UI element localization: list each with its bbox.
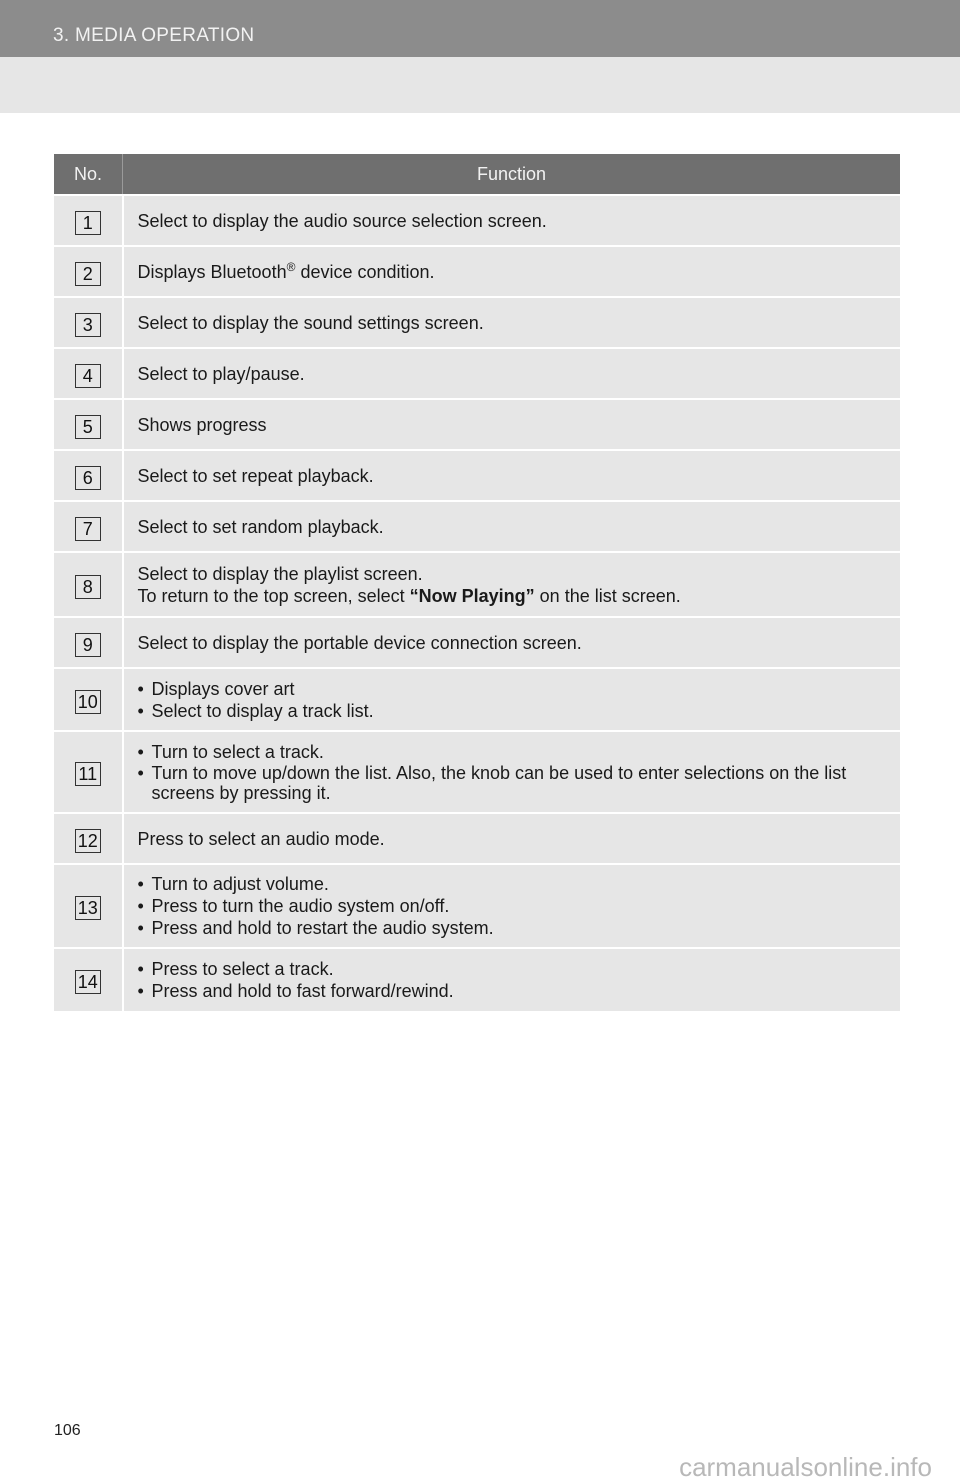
row-description: Select to set random playback. [123, 501, 901, 552]
bullet-item: • Turn to adjust volume. [138, 873, 887, 895]
row-description: Shows progress [123, 399, 901, 450]
row-description [123, 246, 901, 297]
bullet-item: • Press and hold to fast forward/rewind. [138, 980, 887, 1002]
function-table [54, 154, 900, 1011]
row-text: device condition. [295, 261, 435, 282]
site-watermark: carmanualsonline.info [679, 1452, 932, 1482]
registered-mark: ® [286, 259, 296, 274]
row-number-cell [54, 195, 123, 246]
bullet-item: • Displays cover art [138, 678, 887, 700]
row-text-line: Select to display the playlist screen. [137, 563, 423, 584]
bullet-item: • Turn to move up/down the list. Also, the knob can be used to enter selections on the list screens by pressing it. [138, 763, 887, 803]
row-description: Select to play/pause. [123, 348, 901, 399]
row-description: Select to display the portable device connection screen. [123, 617, 901, 668]
table-header-row [54, 154, 900, 195]
row-number-cell [54, 450, 123, 501]
callout-number-badge: 9 [75, 633, 101, 657]
row-text: To return to the top screen, select [137, 585, 410, 606]
row-number-cell [54, 813, 123, 864]
row-description [123, 668, 901, 731]
callout-number-badge: 6 [75, 466, 101, 490]
callout-number-badge: 2 [75, 262, 101, 286]
table-row [54, 864, 900, 948]
page-number: 106 [54, 1422, 81, 1439]
header-band [0, 57, 960, 113]
callout-number-badge: 11 [75, 762, 101, 786]
callout-number-badge: 12 [75, 829, 101, 853]
callout-number-badge: 7 [75, 517, 101, 541]
bullet-item: • Turn to select a track. [138, 741, 887, 763]
table-row [54, 501, 900, 552]
bullet-item: • Press to select a track. [138, 958, 887, 980]
row-number-cell [54, 552, 123, 617]
bullet-list [138, 678, 887, 722]
callout-number-badge: 14 [75, 970, 101, 994]
row-number-cell [54, 297, 123, 348]
table-row [54, 731, 900, 813]
row-description [123, 864, 901, 948]
row-text: Displays Bluetooth [137, 261, 287, 282]
bullet-item: • Select to display a track list. [138, 700, 887, 722]
row-number-cell [54, 501, 123, 552]
row-description [123, 552, 901, 617]
column-header-no: No. [54, 154, 123, 195]
table-row [54, 450, 900, 501]
row-number-cell [54, 731, 123, 813]
bullet-list [138, 873, 887, 939]
section-title: 3. MEDIA OPERATION [53, 25, 255, 46]
table-row [54, 297, 900, 348]
callout-number-badge: 10 [75, 690, 101, 714]
table-row [54, 668, 900, 731]
bullet-item: • Press and hold to restart the audio system. [138, 917, 887, 939]
table-row [54, 195, 900, 246]
row-description: Select to display the sound settings screen. [123, 297, 901, 348]
column-header-function: Function [123, 154, 901, 195]
row-text: on the list screen. [534, 585, 681, 606]
header-bar [0, 0, 960, 57]
row-number-cell [54, 399, 123, 450]
table-row [54, 399, 900, 450]
table-row [54, 246, 900, 297]
table-row [54, 348, 900, 399]
row-number-cell [54, 668, 123, 731]
row-description [123, 948, 901, 1011]
table-row [54, 948, 900, 1011]
bullet-list [138, 958, 887, 1002]
row-text-line [138, 585, 887, 607]
callout-number-badge: 5 [75, 415, 101, 439]
callout-number-badge: 1 [75, 211, 101, 235]
bullet-item: • Press to turn the audio system on/off. [138, 895, 887, 917]
callout-number-badge: 3 [75, 313, 101, 337]
row-description: Press to select an audio mode. [123, 813, 901, 864]
callout-number-badge: 13 [75, 896, 101, 920]
row-number-cell [54, 348, 123, 399]
callout-number-badge: 4 [75, 364, 101, 388]
table-row [54, 617, 900, 668]
bullet-list [138, 741, 887, 803]
table-row [54, 552, 900, 617]
row-number-cell [54, 246, 123, 297]
row-number-cell [54, 864, 123, 948]
row-number-cell [54, 948, 123, 1011]
table-row [54, 813, 900, 864]
row-description: Select to set repeat playback. [123, 450, 901, 501]
callout-number-badge: 8 [75, 575, 101, 599]
now-playing-label: “Now Playing” [409, 585, 535, 606]
row-description [123, 731, 901, 813]
row-description: Select to display the audio source selection screen. [123, 195, 901, 246]
row-number-cell [54, 617, 123, 668]
